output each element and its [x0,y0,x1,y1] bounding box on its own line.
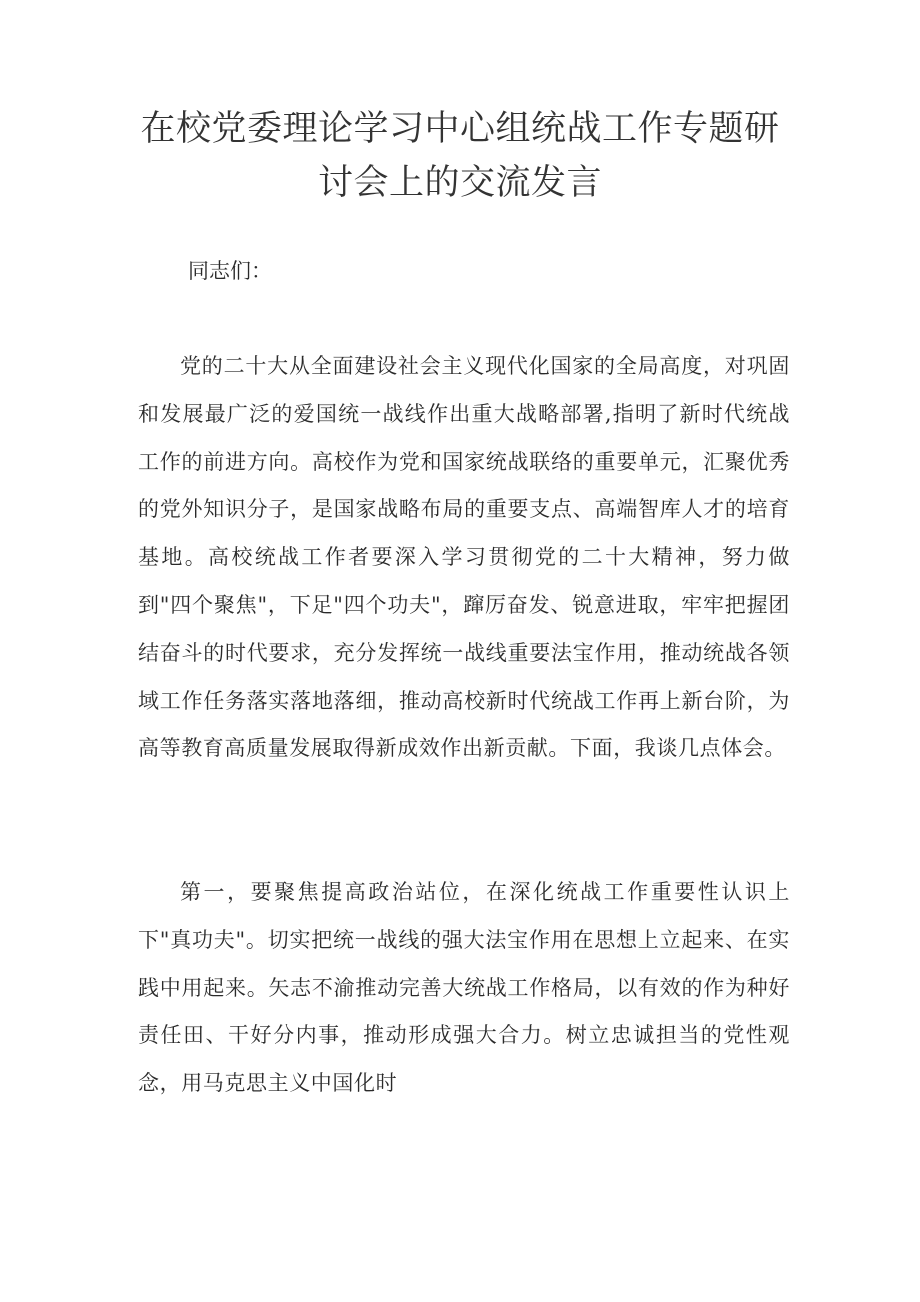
paragraph-first-point: 第一，要聚焦提高政治站位，在深化统战工作重要性认识上下"真功夫"。切实把统一战线的强大法宝作用在思想上立起来、在实践中用起来。矢志不渝推动完善大统战工作格局，以有效的作为种好责任田、干好分内事，推动形成强大合力。树立忠诚担当的党性观念，用马克思主义中国化时 [138,880,790,1096]
title-line-2: 讨会上的交流发言 [317,163,602,203]
document-title [120,102,800,210]
title-line-1: 在校党委理论学习中心组统战工作专题研 [140,109,780,149]
salutation: 同志们： [188,259,272,283]
paragraph-intro: 党的二十大从全面建设社会主义现代化国家的全局高度，对巩固和发展最广泛的爱国统一战线作出重大战略部署,指明了新时代统战工作的前进方向。高校作为党和国家统战联络的重要单元，汇聚优秀的党外知识分子，是国家战略布局的重要支点、高端智库人才的培育基地。高校统战工作者要深入学习贯彻党的二十大精神，努力做到"四个聚焦"，下足"四个功夫"，蹿厉奋发、锐意进取，牢牢把握团结奋斗的时代要求，充分发挥统一战线重要法宝作用，推动统战各领域工作任务落实落地落细，推动高校新时代统战工作再上新台阶，为高等教育高质量发展取得新成效作出新贡献。下面，我谈几点体会。 [138,354,790,761]
